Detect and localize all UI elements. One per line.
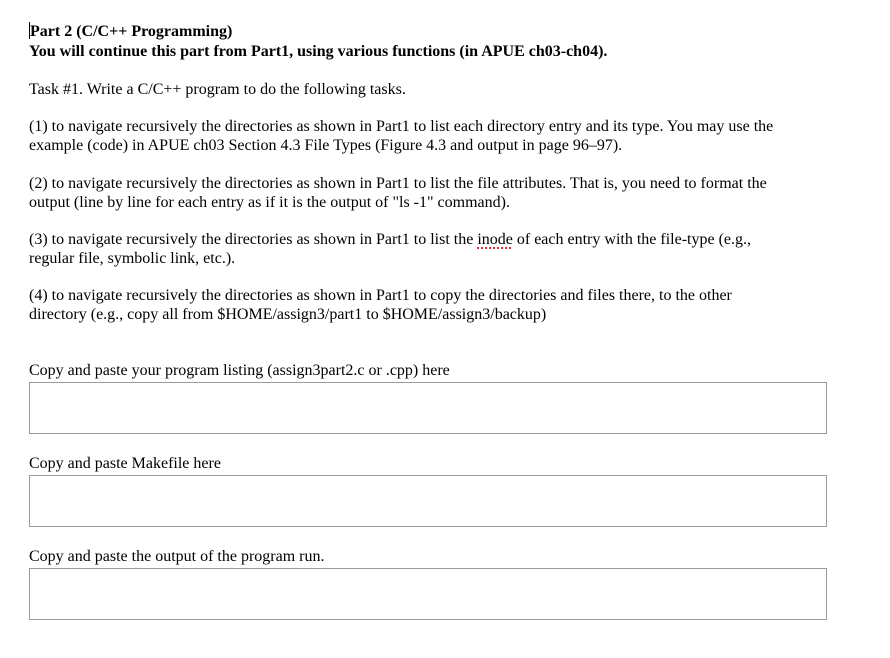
task-item-3-text-after: of each entry with the file-type (e.g., [512, 231, 751, 248]
part-title [29, 22, 232, 42]
task-item-4 [29, 286, 829, 324]
program-output-box[interactable] [29, 568, 827, 620]
makefile-box[interactable] [29, 475, 827, 527]
task-item-3-line-1 [29, 230, 829, 249]
task-item-4-line-1: (4) to navigate recursively the directories as shown in Part1 to copy the directories and files there, to the other [29, 287, 732, 304]
task-item-2 [29, 174, 829, 212]
task-item-2-line-2: output (line by line for each entry as if it is the output of "ls -1" command). [29, 194, 510, 211]
part-subtitle: You will continue this part from Part1, using various functions (in APUE ch03-ch04). [29, 43, 608, 60]
spellcheck-word-inode[interactable]: inode [477, 231, 513, 248]
task-item-1-line-1: (1) to navigate recursively the directories as shown in Part1 to list each directory entry and its type. You may use the [29, 118, 774, 135]
task-item-3 [29, 230, 829, 268]
task-item-2-line-1: (2) to navigate recursively the directories as shown in Part1 to list the file attributes. That is, you need to format the [29, 175, 767, 192]
program-listing-box[interactable] [29, 382, 827, 434]
program-listing-label: Copy and paste your program listing (assign3part2.c or .cpp) here [29, 362, 450, 379]
task-item-1 [29, 117, 829, 155]
task-intro: Task #1. Write a C/C++ program to do the following tasks. [29, 81, 406, 98]
makefile-label: Copy and paste Makefile here [29, 455, 221, 472]
task-item-3-text-before: (3) to navigate recursively the directories as shown in Part1 to list the [29, 231, 478, 248]
program-output-label: Copy and paste the output of the program run. [29, 548, 325, 565]
task-item-4-line-2: directory (e.g., copy all from $HOME/assign3/part1 to $HOME/assign3/backup) [29, 306, 547, 323]
task-item-1-line-2: example (code) in APUE ch03 Section 4.3 File Types (Figure 4.3 and output in page 96–97). [29, 137, 623, 154]
task-item-3-line-2: regular file, symbolic link, etc.). [29, 250, 236, 267]
part-title-text: Part 2 (C/C++ Programming) [30, 23, 233, 40]
